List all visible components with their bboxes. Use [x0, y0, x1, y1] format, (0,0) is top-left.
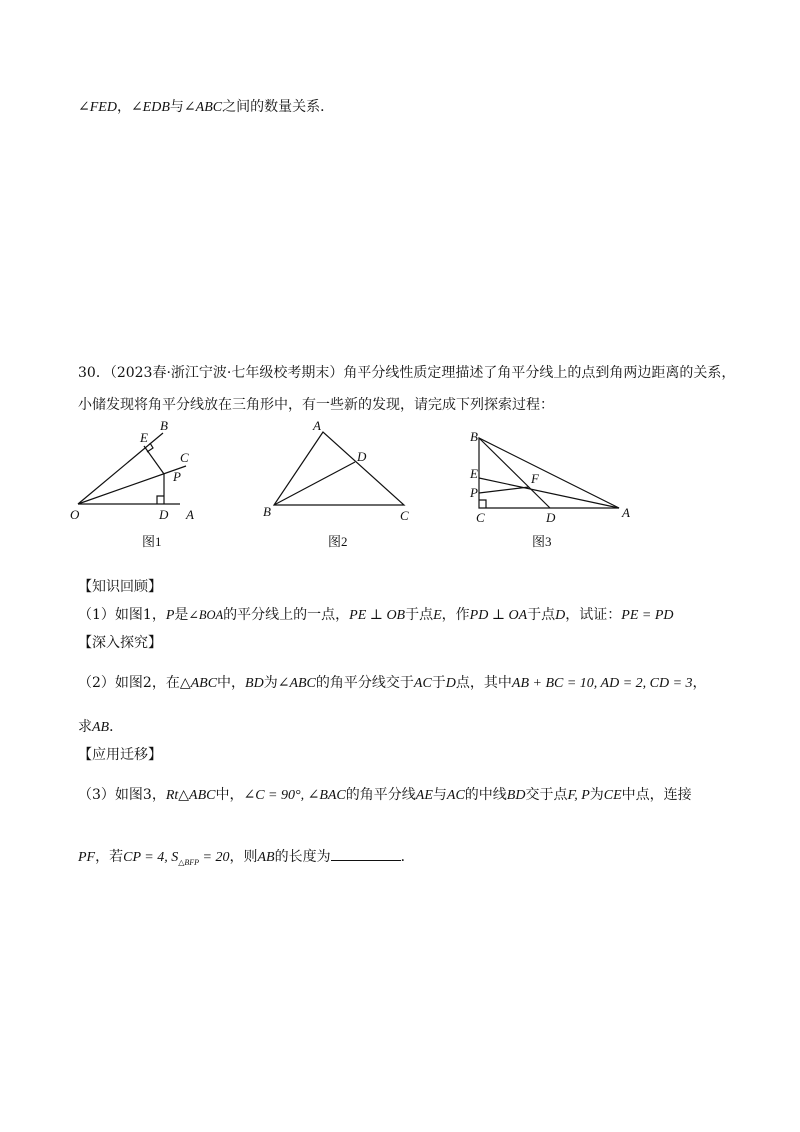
section3-ask: PF，若CP = 4, $S_{\triangle BFP} = 20$，则AB的长度为 ． — [78, 846, 415, 874]
section2-header: 【深入探究】 — [78, 635, 162, 651]
top-line: ∠FED，∠EDB与∠ABC之间的数量关系． — [78, 99, 335, 115]
answer-blank[interactable] — [331, 846, 401, 861]
bisector-oc — [78, 466, 186, 504]
median-bd — [479, 438, 550, 508]
fig1-label-o: O — [70, 507, 80, 522]
fig1-caption: 图1 — [142, 534, 162, 549]
figure-3 — [479, 438, 619, 508]
bisector-ae — [479, 478, 619, 508]
fig3-caption: 图3 — [532, 534, 552, 549]
bisector-bd — [274, 462, 355, 505]
fig3-label-d: D — [546, 510, 556, 525]
q30-line2: 小储发现将角平分线放在三角形中，有一些新的发现，请完成下列探索过程： — [78, 397, 554, 413]
q30-line1: 30．（2023春·浙江宁波·七年级校考期末）角平分线性质定理描述了角平分线上的点到角两边距离的关系， — [78, 365, 736, 381]
fig3-label-e: E — [470, 466, 478, 481]
segment-pf — [479, 487, 529, 493]
fig2-label-b: B — [263, 504, 271, 519]
fig1-label-p: P — [173, 469, 181, 484]
fig1-label-a: A — [186, 507, 194, 522]
section2-body: （2）如图2，在△ABC中，BD为∠ABC的角平分线交于AC于D点，其中AB + BC = 10, AD = 2, CD = 3， — [78, 675, 707, 691]
angle-abc: ∠ABC — [183, 100, 223, 115]
fig1-label-b: B — [160, 418, 168, 433]
fig3-label-c: C — [476, 510, 485, 525]
triangle-abc-right — [479, 438, 619, 508]
figure-2 — [274, 432, 404, 505]
fig2-label-c: C — [400, 508, 409, 523]
question-number: 30． — [78, 365, 110, 381]
angle-fed: ∠FED — [78, 100, 117, 115]
fig2-label-a: A — [313, 418, 321, 433]
fig1-label-d: D — [159, 507, 169, 522]
section3-body: （3）如图3，Rt△ABC中，∠C = 90°, ∠BAC的角平分线AE与AC的中线BD交于点F, P为CE中点，连接 — [78, 787, 692, 803]
section1-header: 【知识回顾】 — [78, 579, 162, 595]
section3-header: 【应用迁移】 — [78, 747, 162, 763]
fig1-label-c: C — [180, 450, 189, 465]
section1-body: （1）如图1，P是∠BOA的平分线上的一点，PE ⊥ OB于点E，作PD ⊥ OA于点D，试证：PE = PD — [78, 607, 674, 623]
right-angle-d — [157, 496, 164, 504]
fig2-caption: 图2 — [328, 534, 348, 549]
fig3-label-f: F — [531, 471, 539, 486]
fig1-label-e: E — [140, 430, 148, 445]
question-source: （2023春·浙江宁波·七年级校考期末） — [109, 365, 344, 381]
fig3-label-a: A — [622, 505, 630, 520]
fig2-label-d: D — [357, 449, 367, 464]
figure-1 — [78, 433, 186, 504]
fig3-label-b: B — [470, 429, 478, 444]
angle-edb: ∠EDB — [130, 100, 170, 115]
right-angle-c — [479, 500, 486, 508]
fig3-label-p: P — [470, 485, 478, 500]
figures — [0, 0, 800, 560]
section2-ask: 求AB． — [78, 719, 124, 735]
segment-pe — [144, 446, 164, 474]
